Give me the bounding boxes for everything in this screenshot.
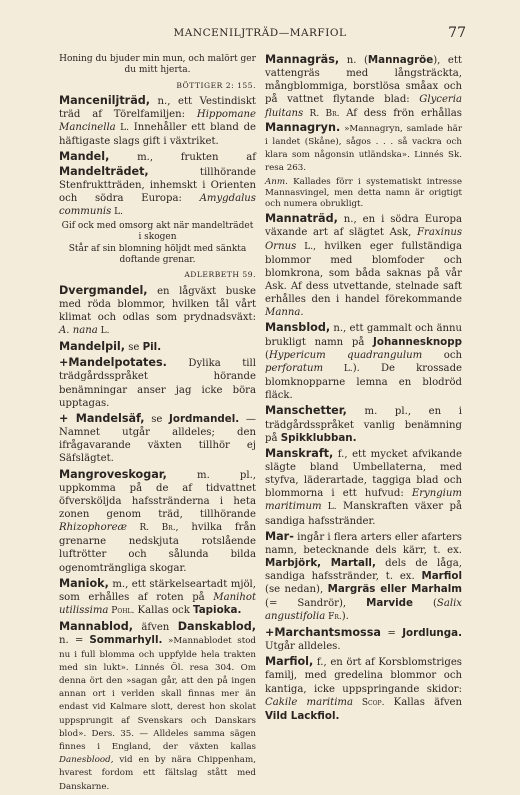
headword: Maniok, — [59, 576, 109, 590]
entry-text: n. ( — [339, 55, 368, 66]
entry-text: ). De krossade blomknopparne lemna en blodröd fläck. — [265, 362, 463, 402]
latin-name: Fraxinus Ornus — [265, 227, 462, 252]
author-abbr: L. — [321, 502, 337, 513]
author-abbr: L. — [323, 363, 353, 374]
entry-manceniljtrad — [59, 94, 256, 149]
latin-name: Danesblood, — [59, 755, 114, 766]
entry-text: f., en ört af Korsblomstriges familj, med gredelina blommor och kantiga, icke uppspringande skidor: — [265, 657, 462, 695]
entry-manskraft — [265, 447, 462, 528]
entry-text: n., en i södra Europa växande art af slägtet Ask, — [265, 214, 462, 239]
cross-reference: Marbjörk, Martall, — [265, 557, 376, 570]
entry-text: Dylika till trädgårdsspråket hörande benämningar anser jag icke böra upptagas. — [59, 358, 256, 409]
entry-text: f., ett mycket afvikande slägte bland Umbellaterna, med styfva, läderartade, taggiga blad och blommorna i ett hufvud: — [265, 448, 462, 500]
author-abbr: R. Br. — [303, 108, 340, 119]
entry-text: hvilka från grenarne nedskjuta rotslående luftrötter och sålunda bilda ogenomträngliga skogar. — [59, 522, 257, 574]
entry-text: dels de låga, sandiga hafsstränder, t. ex. — [265, 558, 462, 583]
cross-reference: Spikklubban. — [280, 431, 357, 444]
quote-line: Står af sin blomning höljdt med sänkta doftande grenar. — [68, 243, 247, 266]
author-abbr: R. Br., — [127, 523, 179, 534]
entry-text: Innehåller ett bland de häftigaste slags gift i växtriket. — [59, 122, 257, 148]
entry-mar — [265, 530, 462, 624]
entry-text: (se nedan), — [265, 584, 328, 596]
latin-name: Rhizophoreæ — [59, 522, 128, 534]
author-abbr: L. — [97, 325, 110, 336]
latin-name: perforatum — [265, 362, 324, 374]
quote-source: ADLERBETH 59. — [184, 270, 256, 280]
headword: Mar- — [265, 529, 294, 543]
latin-name: Amygdalus communis — [59, 192, 256, 217]
entry-text: se — [144, 413, 170, 425]
headword: Mansblod, — [265, 321, 331, 335]
headword: Mandelträdet, — [59, 164, 149, 178]
running-head: MANCENILJTRÄD—MARFIOL — [173, 27, 347, 39]
headword: Mandel, — [59, 150, 110, 164]
entry-mannatrad — [265, 212, 462, 319]
entry-text: ), ett vattengräs med långsträckta, mångblommiga, borstlösa småax och på vattnet flytande blad: — [265, 55, 462, 106]
latin-name: Hypericum quadrangulum — [268, 349, 423, 361]
entry-text: Manskraften växer på sandiga hafsstränder. — [265, 501, 462, 527]
note-label: Anm. — [265, 176, 288, 187]
entry-text: = — [380, 627, 403, 639]
headword-variant: Mannagröe — [367, 54, 434, 66]
entry-text: ( — [265, 349, 269, 361]
entry-marfiol — [265, 655, 462, 723]
entry-text: äfven — [132, 622, 178, 634]
entry-text: tillhörande Stenfruktträden, inhemskt i Orienten och södra Europa: — [59, 166, 256, 204]
headword: Manceniljträd, — [59, 93, 151, 107]
cross-reference: Jordlunga. — [402, 626, 462, 639]
entry-text: m. pl., uppkomma på de af tidvattnet öfversköljda hafsstränderna i heta zonen genom träd, tillhörande — [59, 469, 256, 520]
entry-text: (= Sandrör), — [265, 597, 367, 609]
author-abbr: Fr. — [325, 611, 342, 622]
author-abbr: L. — [111, 207, 123, 217]
entry-text: Af dess frön erhållas — [339, 107, 462, 119]
cross-reference: Sommarhyll. — [89, 634, 163, 647]
entry-mandelpil — [59, 340, 256, 354]
entry-text: m. pl., en i trädgårdsspråket vanlig benämning på — [265, 406, 462, 444]
headword: Mandelpil, — [59, 340, 126, 354]
entry-citation: »Mannagryn, samlade här i landet (Skåne), sågos . . . så vackra och klara som någonsin utländska». Linnés Sk. resa 263. — [265, 123, 462, 174]
headword: Mannagräs, — [265, 53, 340, 66]
entry-manschetter — [265, 404, 462, 444]
quote-adlerbeth — [59, 221, 256, 266]
entry-text: n., ett Vestindiskt träd af Törelfamiljen: — [59, 95, 256, 120]
entry-citation: vid en by nära Chippenham, hvarest fordom ett fältslag stått med Danskarne. — [59, 755, 256, 792]
entry-text: se — [125, 342, 143, 354]
cross-reference: Pil. — [142, 341, 162, 354]
entry-maniok — [59, 577, 256, 618]
headword: Marfiol, — [265, 655, 314, 669]
entry-text: — Namnet utgår alldeles; den ifrågavarande växten tillhör ej Säfslägtet. — [59, 413, 256, 465]
cross-reference: Marfiol — [421, 570, 462, 583]
page-header — [0, 27, 520, 43]
entry-mandelsaf — [59, 412, 256, 466]
note-text: Kallades förr i systematiskt intresse Mannasvingel, men detta namn är origtigt och numera obrukligt. — [265, 176, 462, 209]
entry-mandelpotates — [59, 356, 256, 410]
cross-reference: Tapioka. — [193, 604, 242, 617]
headword: Manschetter, — [265, 404, 347, 418]
headword: Mannablod, — [59, 620, 133, 634]
latin-name: A. nana — [59, 324, 98, 336]
headword: Mannaträd, — [265, 212, 338, 226]
author-abbr: L. — [115, 123, 129, 134]
entry-text: m., frukten af — [109, 152, 256, 164]
latin-name: Manna. — [265, 307, 304, 319]
latin-name: Hippomane Mancinella — [59, 108, 256, 134]
entry-mannablod — [59, 620, 256, 793]
page-number: 77 — [448, 25, 466, 41]
left-column — [59, 53, 256, 795]
headword: +Marchantsmossa — [265, 625, 381, 639]
cross-reference: Margräs eller Marhalm — [327, 583, 462, 596]
entry-dvergmandel — [59, 284, 256, 339]
entry-text: ingår i flera arters eller afarters namn, betecknande dels kärr, t. ex. — [265, 531, 462, 556]
latin-name: Glyceria fluitans — [265, 94, 462, 119]
cross-reference: Jordmandel. — [169, 412, 240, 425]
latin-name: Salix angustifolia — [265, 597, 462, 622]
entry-text: n. = — [59, 635, 90, 647]
entry-mannagras — [265, 53, 462, 175]
right-column — [265, 53, 462, 725]
entry-text: n., ett gammalt och ännu brukligt namn på — [265, 323, 462, 348]
headword: Dvergmandel, — [59, 283, 148, 297]
entry-text: Kallas äfven — [384, 696, 463, 708]
entry-mangroveskogar — [59, 468, 256, 575]
entry-mansblod — [265, 321, 462, 402]
cross-reference: Johannesknopp — [373, 335, 462, 348]
entry-text: och — [422, 349, 462, 361]
quote-source: BÖTTIGER 2: 155. — [176, 80, 256, 90]
headword: +Mandelpotates. — [59, 356, 167, 370]
entry-text: Utgår alldeles. — [265, 641, 341, 653]
entry-text: Kallas ock — [134, 605, 194, 617]
entry-anm — [265, 177, 462, 211]
entry-text: ). — [341, 610, 349, 622]
headword: + Mandelsäf, — [59, 411, 145, 425]
latin-name: Manihot utilissima — [59, 591, 256, 617]
quote-line: Gif ock med omsorg akt när mandelträdet i skogen — [61, 221, 254, 243]
headword: Mangroveskogar, — [59, 467, 167, 481]
cross-reference: Marvide — [366, 596, 413, 609]
entry-text: m., ett stärkelseartadt mjöl, som erhålles af roten på — [59, 578, 256, 603]
entry-citation: »Mannablodet stod nu i full blomma och uppfylde hela trakten med sin lukt». Linnés Öl. resa 304. Om denna ört den »sagan går, att den på ingen annan ort i verlden skall finnas mer än endast vid Kalmare slott, derest hon skolat uppsprungit af Svenskars och Danskars blod». Ders. 35. — Alldeles samma sägen finnes i England, der växten kallas — [59, 636, 256, 753]
author-abbr: L., — [296, 241, 316, 252]
latin-name: Cakile maritima — [265, 696, 354, 708]
author-abbr: Pohl. — [108, 606, 135, 617]
author-abbr: Scop. — [353, 697, 385, 708]
entry-mandel — [59, 150, 256, 219]
entry-text: ( — [412, 597, 437, 609]
headword: Mannagryn. — [265, 120, 341, 134]
entry-text: en lågväxt buske med röda blommor, hvilken tål vårt klimat och odlas som prydnadsväxt: — [59, 285, 256, 323]
entry-marchantsmossa — [265, 626, 462, 653]
cross-reference: Vild Lackfiol. — [265, 709, 340, 722]
quote-bottiger: Honing du bjuder min mun, och malört ger du mitt hjerta. — [59, 54, 256, 76]
latin-name: Eryngium maritimum — [265, 488, 462, 513]
headword: Danskablod, — [177, 620, 256, 634]
entry-text: hvilken eger fullständiga blommor med blomfoder och blomkrona, som båda saknas på vår Ask. Af dess utvettande, stelnade saft erhålles den i handel förekommande — [265, 240, 462, 306]
headword: Manskraft, — [265, 446, 334, 460]
